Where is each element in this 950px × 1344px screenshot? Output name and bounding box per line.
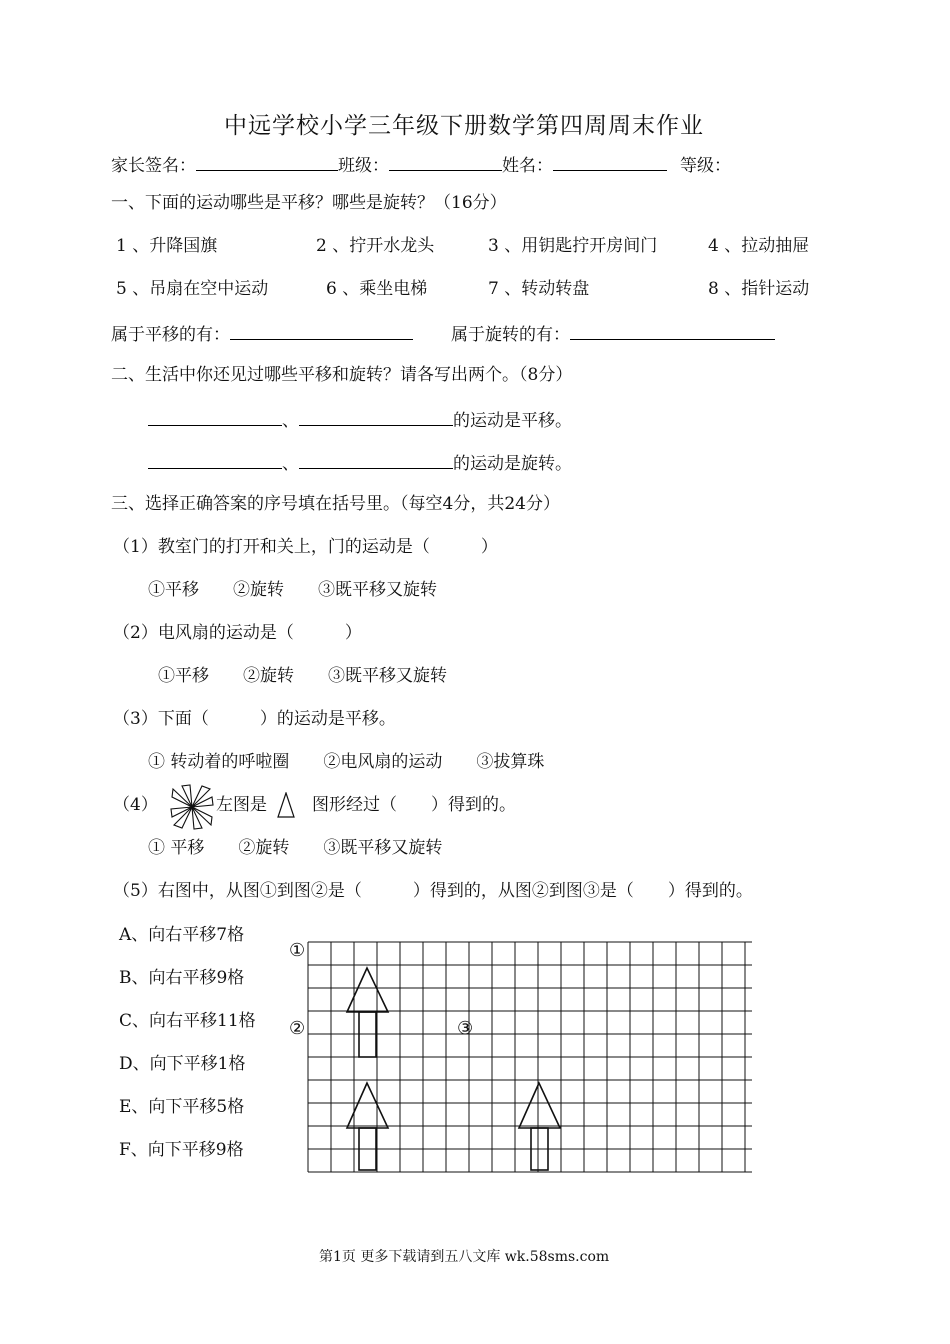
name-label: 姓名： bbox=[502, 156, 553, 176]
q2-rotation-row bbox=[148, 451, 572, 474]
arrow-figure-1 bbox=[347, 968, 388, 1057]
q3-sub4-options: ① 平移 ②旋转 ③既平移又旋转 bbox=[148, 838, 443, 858]
parent-sign-label: 家长签名： bbox=[111, 156, 196, 176]
q3-sub1-question: （1）教室门的打开和关上，门的运动是（ ） bbox=[113, 537, 498, 557]
q1-answer-row bbox=[111, 322, 775, 345]
rotation-answer-blank[interactable] bbox=[570, 322, 775, 340]
class-label: 班级： bbox=[338, 156, 389, 176]
pinwheel-figure bbox=[170, 784, 214, 830]
q1-item: 1 、升降国旗 bbox=[116, 236, 218, 256]
q3-sub4-number: （4） bbox=[113, 795, 158, 815]
q3-sub1-options: ①平移 ②旋转 ③既平移又旋转 bbox=[148, 580, 437, 600]
grid-label-3: ③ bbox=[457, 1018, 474, 1039]
q3-sub4-text-a: 左图是 bbox=[216, 795, 267, 815]
q3-sub5-question: （5）右图中，从图①到图②是（ ）得到的，从图②到图③是（ ）得到的。 bbox=[113, 881, 753, 901]
choice-c: C、向右平移11格 bbox=[119, 1011, 256, 1031]
choice-b: B、向右平移9格 bbox=[119, 968, 245, 988]
class-blank[interactable] bbox=[389, 153, 502, 171]
grid-label-2: ② bbox=[289, 1018, 306, 1039]
grid-label-1: ① bbox=[289, 940, 306, 961]
triangle-figure bbox=[276, 792, 296, 818]
q2-blank[interactable] bbox=[299, 408, 453, 426]
q2-translation-row bbox=[148, 408, 572, 431]
page-footer: 第1页 更多下载请到五八文库 wk.58sms.com bbox=[319, 1249, 610, 1265]
q2-separator: 、 bbox=[282, 454, 299, 474]
translation-answer-blank[interactable] bbox=[230, 322, 413, 340]
q3-title: 三、选择正确答案的序号填在括号里。（每空4分，共24分） bbox=[111, 494, 560, 514]
q3-sub3-question: （3）下面（ ）的运动是平移。 bbox=[113, 709, 396, 729]
choice-d: D、向下平移1格 bbox=[119, 1054, 246, 1074]
grade-label: 等级： bbox=[680, 156, 731, 176]
q3-sub2-options: ①平移 ②旋转 ③既平移又旋转 bbox=[158, 666, 447, 686]
q1-item: 4 、拉动抽屉 bbox=[708, 236, 810, 256]
q1-item: 7 、转动转盘 bbox=[488, 279, 590, 299]
q1-item: 6 、乘坐电梯 bbox=[326, 279, 428, 299]
translation-label: 属于平移的有： bbox=[111, 325, 230, 345]
page-title: 中远学校小学三年级下册数学第四周周末作业 bbox=[224, 113, 704, 139]
q3-sub3-options: ① 转动着的呼啦圈 ②电风扇的运动 ③拔算珠 bbox=[148, 752, 545, 772]
q2-title: 二、生活中你还见过哪些平移和旋转？请各写出两个。（8分） bbox=[111, 365, 573, 385]
choice-a: A、向右平移7格 bbox=[119, 925, 245, 945]
q2-blank[interactable] bbox=[148, 408, 282, 426]
q1-item: 3 、用钥匙拧开房间门 bbox=[488, 236, 658, 256]
choice-e: E、向下平移5格 bbox=[119, 1097, 245, 1117]
header-row bbox=[111, 153, 731, 176]
q1-item: 8 、指针运动 bbox=[708, 279, 810, 299]
choice-f: F、向下平移9格 bbox=[119, 1140, 244, 1160]
parent-sign-blank[interactable] bbox=[196, 153, 338, 171]
q1-title: 一、下面的运动哪些是平移？哪些是旋转？（16分） bbox=[111, 193, 507, 213]
q3-sub4-text-b: 图形经过（ ）得到的。 bbox=[312, 795, 516, 815]
translation-grid bbox=[286, 934, 756, 1174]
q3-sub2-question: （2）电风扇的运动是（ ） bbox=[113, 623, 362, 643]
q1-item: 5 、吊扇在空中运动 bbox=[116, 279, 269, 299]
q2-blank[interactable] bbox=[299, 451, 453, 469]
q2-translation-tail: 的运动是平移。 bbox=[453, 411, 572, 431]
q2-rotation-tail: 的运动是旋转。 bbox=[453, 454, 572, 474]
q1-item: 2 、拧开水龙头 bbox=[316, 236, 435, 256]
q2-blank[interactable] bbox=[148, 451, 282, 469]
rotation-label: 属于旋转的有： bbox=[451, 325, 570, 345]
q2-separator: 、 bbox=[282, 411, 299, 431]
name-blank[interactable] bbox=[553, 153, 667, 171]
